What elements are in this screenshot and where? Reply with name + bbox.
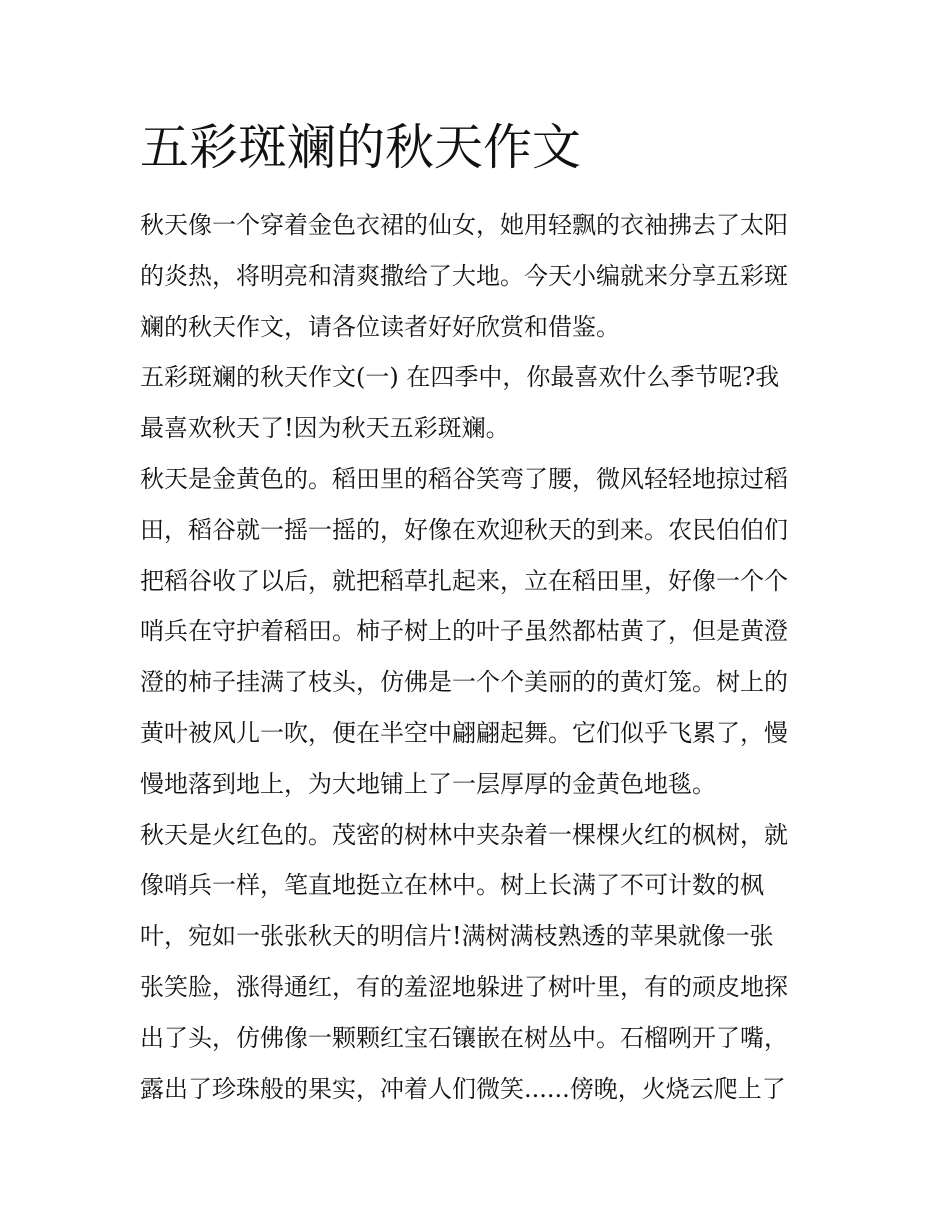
text-line: 秋天是金黄色的。稻田里的稻谷笑弯了腰，微风轻轻地掠过稻 (140, 464, 788, 493)
paragraph-intro (140, 200, 812, 352)
text-line: 最喜欢秋天了!因为秋天五彩斑斓。 (140, 414, 510, 443)
text-line: 斓的秋天作文，请各位读者好好欣赏和借鉴。 (140, 312, 620, 341)
text-line: 黄叶被风儿一吹，便在半空中翩翩起舞。它们似乎飞累了，慢 (140, 718, 788, 747)
text-line: 的炎热，将明亮和清爽撒给了大地。今天小编就来分享五彩斑 (140, 261, 788, 290)
text-line: 慢地落到地上，为大地铺上了一层厚厚的金黄色地毯。 (140, 769, 716, 798)
paragraph-red-autumn (140, 810, 812, 1115)
text-line: 秋天像一个穿着金色衣裙的仙女，她用轻飘的衣袖拂去了太阳 (140, 211, 788, 239)
paragraph-golden-autumn (140, 454, 812, 810)
text-line: 田，稻谷就一摇一摇的，好像在欢迎秋天的到来。农民伯伯们 (140, 515, 788, 544)
document-title: 五彩斑斓的秋天作文 (140, 119, 582, 176)
text-line: 张笑脸，涨得通红，有的羞涩地躲进了树叶里，有的顽皮地探 (140, 972, 788, 1001)
text-line: 出了头，仿佛像一颗颗红宝石镶嵌在树丛中。石榴咧开了嘴， (140, 1023, 788, 1052)
document-body (140, 200, 812, 1114)
text-line: 哨兵在守护着稻田。柿子树上的叶子虽然都枯黄了，但是黄澄 (140, 617, 788, 646)
text-line: 五彩斑斓的秋天作文(一) 在四季中，你最喜欢什么季节呢?我 (140, 363, 780, 392)
text-line: 秋天是火红色的。茂密的树林中夹杂着一棵棵火红的枫树，就 (140, 820, 788, 849)
text-line: 像哨兵一样，笔直地挺立在林中。树上长满了不可计数的枫 (140, 871, 764, 900)
text-line: 叶，宛如一张张秋天的明信片!满树满枝熟透的苹果就像一张 (140, 922, 774, 951)
paragraph-essay-one-opening (140, 352, 812, 454)
text-line: 露出了珍珠般的果实，冲着人们微笑......傍晚，火烧云爬上了 (140, 1074, 786, 1103)
text-line: 澄的柿子挂满了枝头，仿佛是一个个美丽的的黄灯笼。树上的 (140, 668, 788, 697)
text-line: 把稻谷收了以后，就把稻草扎起来，立在稻田里，好像一个个 (140, 566, 788, 595)
